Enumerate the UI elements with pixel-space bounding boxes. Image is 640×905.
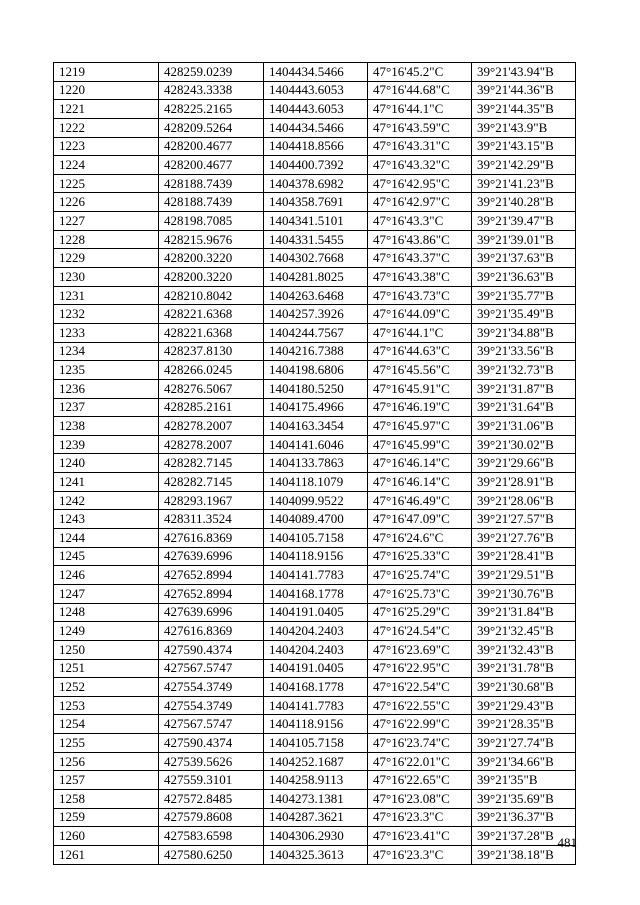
y-coordinate-cell: 1404168.1778	[264, 584, 368, 603]
point-number-cell: 1254	[54, 715, 159, 734]
coordinates-table	[53, 62, 576, 865]
y-coordinate-cell: 1404105.7158	[264, 529, 368, 548]
table-row	[54, 566, 576, 585]
table-row	[54, 473, 576, 492]
longitude-cell: 39°21'39.01"В	[472, 230, 576, 249]
point-number-cell: 1255	[54, 734, 159, 753]
point-number-cell: 1235	[54, 361, 159, 380]
table-row	[54, 268, 576, 287]
longitude-cell: 39°21'36.37"В	[472, 808, 576, 827]
latitude-cell: 47°16'23.74"С	[368, 734, 472, 753]
longitude-cell: 39°21'35"В	[472, 771, 576, 790]
longitude-cell: 39°21'37.28"В	[472, 827, 576, 846]
point-number-cell: 1251	[54, 659, 159, 678]
point-number-cell: 1238	[54, 417, 159, 436]
point-number-cell: 1227	[54, 212, 159, 231]
x-coordinate-cell: 428215.9676	[159, 230, 264, 249]
latitude-cell: 47°16'25.74"С	[368, 566, 472, 585]
x-coordinate-cell: 427652.8994	[159, 584, 264, 603]
x-coordinate-cell: 427554.3749	[159, 696, 264, 715]
point-number-cell: 1237	[54, 398, 159, 417]
y-coordinate-cell: 1404180.5250	[264, 379, 368, 398]
y-coordinate-cell: 1404434.5466	[264, 63, 368, 82]
y-coordinate-cell: 1404204.2403	[264, 622, 368, 641]
point-number-cell: 1260	[54, 827, 159, 846]
point-number-cell: 1221	[54, 100, 159, 119]
point-number-cell: 1258	[54, 789, 159, 808]
latitude-cell: 47°16'45.99"С	[368, 435, 472, 454]
latitude-cell: 47°16'47.09"С	[368, 510, 472, 529]
table-row	[54, 584, 576, 603]
x-coordinate-cell: 428209.5264	[159, 118, 264, 137]
y-coordinate-cell: 1404306.2930	[264, 827, 368, 846]
y-coordinate-cell: 1404302.7668	[264, 249, 368, 268]
table-row	[54, 249, 576, 268]
table-row	[54, 212, 576, 231]
latitude-cell: 47°16'24.54"С	[368, 622, 472, 641]
latitude-cell: 47°16'43.86"С	[368, 230, 472, 249]
point-number-cell: 1241	[54, 473, 159, 492]
longitude-cell: 39°21'44.36"В	[472, 81, 576, 100]
table-row	[54, 603, 576, 622]
y-coordinate-cell: 1404133.7863	[264, 454, 368, 473]
latitude-cell: 47°16'44.68"С	[368, 81, 472, 100]
table-row	[54, 640, 576, 659]
y-coordinate-cell: 1404163.3454	[264, 417, 368, 436]
table-row	[54, 529, 576, 548]
x-coordinate-cell: 428188.7439	[159, 193, 264, 212]
x-coordinate-cell: 428285.2161	[159, 398, 264, 417]
table-row	[54, 193, 576, 212]
latitude-cell: 47°16'23.3"С	[368, 808, 472, 827]
point-number-cell: 1253	[54, 696, 159, 715]
x-coordinate-cell: 427590.4374	[159, 734, 264, 753]
table-row	[54, 417, 576, 436]
latitude-cell: 47°16'22.95"С	[368, 659, 472, 678]
point-number-cell: 1231	[54, 286, 159, 305]
longitude-cell: 39°21'31.78"В	[472, 659, 576, 678]
point-number-cell: 1245	[54, 547, 159, 566]
latitude-cell: 47°16'22.99"С	[368, 715, 472, 734]
longitude-cell: 39°21'32.73"В	[472, 361, 576, 380]
longitude-cell: 39°21'29.66"В	[472, 454, 576, 473]
x-coordinate-cell: 428278.2007	[159, 417, 264, 436]
point-number-cell: 1249	[54, 622, 159, 641]
x-coordinate-cell: 428200.3220	[159, 268, 264, 287]
y-coordinate-cell: 1404400.7392	[264, 156, 368, 175]
latitude-cell: 47°16'23.3"С	[368, 845, 472, 864]
latitude-cell: 47°16'42.97"С	[368, 193, 472, 212]
latitude-cell: 47°16'44.1"С	[368, 323, 472, 342]
x-coordinate-cell: 428198.7085	[159, 212, 264, 231]
y-coordinate-cell: 1404257.3926	[264, 305, 368, 324]
x-coordinate-cell: 428210.8042	[159, 286, 264, 305]
latitude-cell: 47°16'25.73"С	[368, 584, 472, 603]
longitude-cell: 39°21'34.88"В	[472, 323, 576, 342]
point-number-cell: 1250	[54, 640, 159, 659]
latitude-cell: 47°16'45.97"С	[368, 417, 472, 436]
x-coordinate-cell: 427616.8369	[159, 622, 264, 641]
point-number-cell: 1230	[54, 268, 159, 287]
y-coordinate-cell: 1404105.7158	[264, 734, 368, 753]
longitude-cell: 39°21'36.63"В	[472, 268, 576, 287]
point-number-cell: 1244	[54, 529, 159, 548]
longitude-cell: 39°21'32.45"В	[472, 622, 576, 641]
x-coordinate-cell: 428237.8130	[159, 342, 264, 361]
x-coordinate-cell: 427583.6598	[159, 827, 264, 846]
latitude-cell: 47°16'46.14"С	[368, 454, 472, 473]
longitude-cell: 39°21'43.15"В	[472, 137, 576, 156]
y-coordinate-cell: 1404258.9113	[264, 771, 368, 790]
longitude-cell: 39°21'31.87"В	[472, 379, 576, 398]
y-coordinate-cell: 1404191.0405	[264, 659, 368, 678]
point-number-cell: 1220	[54, 81, 159, 100]
y-coordinate-cell: 1404281.8025	[264, 268, 368, 287]
point-number-cell: 1226	[54, 193, 159, 212]
table-row	[54, 63, 576, 82]
x-coordinate-cell: 427639.6996	[159, 547, 264, 566]
y-coordinate-cell: 1404204.2403	[264, 640, 368, 659]
latitude-cell: 47°16'24.6"С	[368, 529, 472, 548]
point-number-cell: 1259	[54, 808, 159, 827]
longitude-cell: 39°21'29.43"В	[472, 696, 576, 715]
table-row	[54, 305, 576, 324]
longitude-cell: 39°21'33.56"В	[472, 342, 576, 361]
table-row	[54, 137, 576, 156]
table-row	[54, 734, 576, 753]
x-coordinate-cell: 428266.0245	[159, 361, 264, 380]
table-row	[54, 678, 576, 697]
table-row	[54, 771, 576, 790]
longitude-cell: 39°21'41.23"В	[472, 174, 576, 193]
x-coordinate-cell: 428282.7145	[159, 454, 264, 473]
point-number-cell: 1236	[54, 379, 159, 398]
y-coordinate-cell: 1404198.6806	[264, 361, 368, 380]
y-coordinate-cell: 1404252.1687	[264, 752, 368, 771]
point-number-cell: 1222	[54, 118, 159, 137]
longitude-cell: 39°21'28.41"В	[472, 547, 576, 566]
x-coordinate-cell: 427580.6250	[159, 845, 264, 864]
longitude-cell: 39°21'42.29"В	[472, 156, 576, 175]
coordinates-table-body	[54, 63, 576, 865]
x-coordinate-cell: 428243.3338	[159, 81, 264, 100]
longitude-cell: 39°21'35.77"В	[472, 286, 576, 305]
latitude-cell: 47°16'43.37"С	[368, 249, 472, 268]
latitude-cell: 47°16'22.01"С	[368, 752, 472, 771]
x-coordinate-cell: 428225.2165	[159, 100, 264, 119]
point-number-cell: 1247	[54, 584, 159, 603]
longitude-cell: 39°21'43.94"В	[472, 63, 576, 82]
point-number-cell: 1257	[54, 771, 159, 790]
longitude-cell: 39°21'30.76"В	[472, 584, 576, 603]
point-number-cell: 1229	[54, 249, 159, 268]
table-row	[54, 230, 576, 249]
latitude-cell: 47°16'43.73"С	[368, 286, 472, 305]
y-coordinate-cell: 1404141.7783	[264, 566, 368, 585]
table-row	[54, 323, 576, 342]
table-row	[54, 454, 576, 473]
y-coordinate-cell: 1404216.7388	[264, 342, 368, 361]
latitude-cell: 47°16'22.65"С	[368, 771, 472, 790]
x-coordinate-cell: 428293.1967	[159, 491, 264, 510]
latitude-cell: 47°16'46.14"С	[368, 473, 472, 492]
x-coordinate-cell: 427559.3101	[159, 771, 264, 790]
longitude-cell: 39°21'40.28"В	[472, 193, 576, 212]
point-number-cell: 1243	[54, 510, 159, 529]
x-coordinate-cell: 427539.5626	[159, 752, 264, 771]
table-row	[54, 808, 576, 827]
point-number-cell: 1223	[54, 137, 159, 156]
y-coordinate-cell: 1404089.4700	[264, 510, 368, 529]
x-coordinate-cell: 427567.5747	[159, 715, 264, 734]
y-coordinate-cell: 1404358.7691	[264, 193, 368, 212]
x-coordinate-cell: 428221.6368	[159, 305, 264, 324]
y-coordinate-cell: 1404118.9156	[264, 715, 368, 734]
longitude-cell: 39°21'35.49"В	[472, 305, 576, 324]
table-row	[54, 361, 576, 380]
table-row	[54, 752, 576, 771]
y-coordinate-cell: 1404191.0405	[264, 603, 368, 622]
longitude-cell: 39°21'31.64"В	[472, 398, 576, 417]
x-coordinate-cell: 428311.3524	[159, 510, 264, 529]
latitude-cell: 47°16'43.38"С	[368, 268, 472, 287]
latitude-cell: 47°16'25.29"С	[368, 603, 472, 622]
table-row	[54, 845, 576, 864]
table-row	[54, 510, 576, 529]
x-coordinate-cell: 427579.8608	[159, 808, 264, 827]
table-row	[54, 174, 576, 193]
longitude-cell: 39°21'30.02"В	[472, 435, 576, 454]
point-number-cell: 1248	[54, 603, 159, 622]
latitude-cell: 47°16'43.59"С	[368, 118, 472, 137]
x-coordinate-cell: 427567.5747	[159, 659, 264, 678]
table-row	[54, 491, 576, 510]
latitude-cell: 47°16'44.1"С	[368, 100, 472, 119]
longitude-cell: 39°21'30.68"В	[472, 678, 576, 697]
y-coordinate-cell: 1404341.5101	[264, 212, 368, 231]
x-coordinate-cell: 428200.4677	[159, 137, 264, 156]
latitude-cell: 47°16'44.63"С	[368, 342, 472, 361]
latitude-cell: 47°16'23.41"С	[368, 827, 472, 846]
x-coordinate-cell: 428200.4677	[159, 156, 264, 175]
longitude-cell: 39°21'37.63"В	[472, 249, 576, 268]
latitude-cell: 47°16'45.91"С	[368, 379, 472, 398]
longitude-cell: 39°21'38.18"В	[472, 845, 576, 864]
table-row	[54, 622, 576, 641]
table-row	[54, 286, 576, 305]
y-coordinate-cell: 1404287.3621	[264, 808, 368, 827]
point-number-cell: 1240	[54, 454, 159, 473]
table-row	[54, 379, 576, 398]
y-coordinate-cell: 1404325.3613	[264, 845, 368, 864]
y-coordinate-cell: 1404443.6053	[264, 81, 368, 100]
y-coordinate-cell: 1404118.1079	[264, 473, 368, 492]
point-number-cell: 1228	[54, 230, 159, 249]
y-coordinate-cell: 1404273.1381	[264, 789, 368, 808]
longitude-cell: 39°21'34.66"В	[472, 752, 576, 771]
table-row	[54, 156, 576, 175]
latitude-cell: 47°16'43.32"С	[368, 156, 472, 175]
longitude-cell: 39°21'27.57"В	[472, 510, 576, 529]
table-row	[54, 81, 576, 100]
y-coordinate-cell: 1404331.5455	[264, 230, 368, 249]
x-coordinate-cell: 427572.8485	[159, 789, 264, 808]
point-number-cell: 1224	[54, 156, 159, 175]
longitude-cell: 39°21'43.9"В	[472, 118, 576, 137]
table-row	[54, 789, 576, 808]
longitude-cell: 39°21'27.76"В	[472, 529, 576, 548]
point-number-cell: 1219	[54, 63, 159, 82]
latitude-cell: 47°16'45.56"С	[368, 361, 472, 380]
x-coordinate-cell: 427652.8994	[159, 566, 264, 585]
x-coordinate-cell: 428200.3220	[159, 249, 264, 268]
y-coordinate-cell: 1404418.8566	[264, 137, 368, 156]
latitude-cell: 47°16'46.49"С	[368, 491, 472, 510]
x-coordinate-cell: 428278.2007	[159, 435, 264, 454]
table-row	[54, 342, 576, 361]
latitude-cell: 47°16'23.69"С	[368, 640, 472, 659]
point-number-cell: 1261	[54, 845, 159, 864]
x-coordinate-cell: 428282.7145	[159, 473, 264, 492]
point-number-cell: 1232	[54, 305, 159, 324]
y-coordinate-cell: 1404378.6982	[264, 174, 368, 193]
point-number-cell: 1239	[54, 435, 159, 454]
longitude-cell: 39°21'44.35"В	[472, 100, 576, 119]
x-coordinate-cell: 427639.6996	[159, 603, 264, 622]
point-number-cell: 1225	[54, 174, 159, 193]
y-coordinate-cell: 1404141.6046	[264, 435, 368, 454]
longitude-cell: 39°21'28.91"В	[472, 473, 576, 492]
x-coordinate-cell: 427616.8369	[159, 529, 264, 548]
y-coordinate-cell: 1404099.9522	[264, 491, 368, 510]
latitude-cell: 47°16'43.31"С	[368, 137, 472, 156]
point-number-cell: 1234	[54, 342, 159, 361]
y-coordinate-cell: 1404434.5466	[264, 118, 368, 137]
x-coordinate-cell: 428259.0239	[159, 63, 264, 82]
x-coordinate-cell: 428276.5067	[159, 379, 264, 398]
x-coordinate-cell: 427590.4374	[159, 640, 264, 659]
y-coordinate-cell: 1404168.1778	[264, 678, 368, 697]
table-row	[54, 398, 576, 417]
x-coordinate-cell: 427554.3749	[159, 678, 264, 697]
table-row	[54, 696, 576, 715]
y-coordinate-cell: 1404118.9156	[264, 547, 368, 566]
longitude-cell: 39°21'31.06"В	[472, 417, 576, 436]
table-row	[54, 100, 576, 119]
longitude-cell: 39°21'39.47"В	[472, 212, 576, 231]
table-row	[54, 435, 576, 454]
table-row	[54, 659, 576, 678]
latitude-cell: 47°16'22.55"С	[368, 696, 472, 715]
table-row	[54, 827, 576, 846]
y-coordinate-cell: 1404175.4966	[264, 398, 368, 417]
longitude-cell: 39°21'28.06"В	[472, 491, 576, 510]
point-number-cell: 1246	[54, 566, 159, 585]
y-coordinate-cell: 1404263.6468	[264, 286, 368, 305]
x-coordinate-cell: 428188.7439	[159, 174, 264, 193]
longitude-cell: 39°21'29.51"В	[472, 566, 576, 585]
latitude-cell: 47°16'22.54"С	[368, 678, 472, 697]
longitude-cell: 39°21'32.43"В	[472, 640, 576, 659]
latitude-cell: 47°16'45.2"С	[368, 63, 472, 82]
table-row	[54, 715, 576, 734]
point-number-cell: 1233	[54, 323, 159, 342]
latitude-cell: 47°16'43.3"С	[368, 212, 472, 231]
point-number-cell: 1252	[54, 678, 159, 697]
latitude-cell: 47°16'44.09"С	[368, 305, 472, 324]
latitude-cell: 47°16'46.19"С	[368, 398, 472, 417]
latitude-cell: 47°16'25.33"С	[368, 547, 472, 566]
longitude-cell: 39°21'35.69"В	[472, 789, 576, 808]
point-number-cell: 1242	[54, 491, 159, 510]
page-number: 481	[557, 835, 577, 850]
latitude-cell: 47°16'23.08"С	[368, 789, 472, 808]
table-row	[54, 118, 576, 137]
longitude-cell: 39°21'27.74"В	[472, 734, 576, 753]
table-row	[54, 547, 576, 566]
x-coordinate-cell: 428221.6368	[159, 323, 264, 342]
y-coordinate-cell: 1404244.7567	[264, 323, 368, 342]
y-coordinate-cell: 1404141.7783	[264, 696, 368, 715]
latitude-cell: 47°16'42.95"С	[368, 174, 472, 193]
longitude-cell: 39°21'31.84"В	[472, 603, 576, 622]
longitude-cell: 39°21'28.35"В	[472, 715, 576, 734]
y-coordinate-cell: 1404443.6053	[264, 100, 368, 119]
point-number-cell: 1256	[54, 752, 159, 771]
